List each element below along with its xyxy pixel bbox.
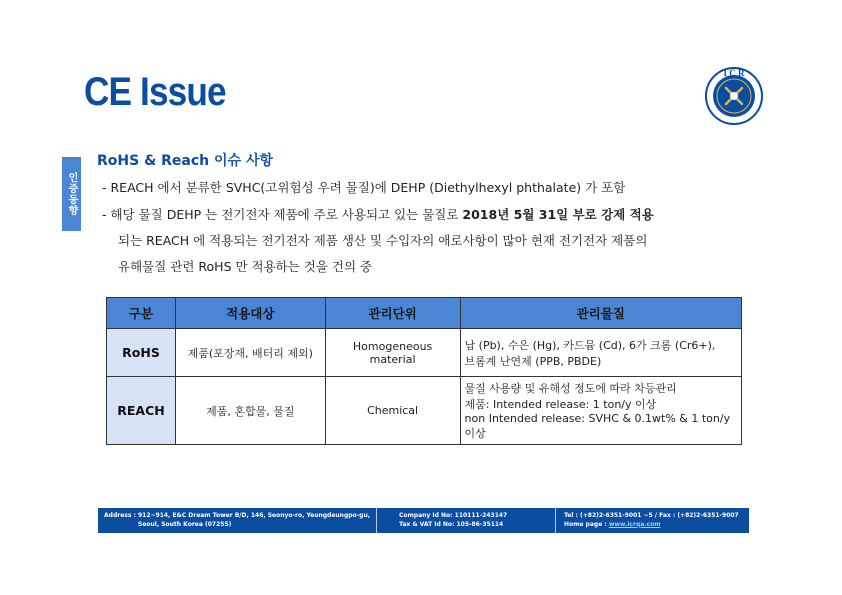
bullet-2-cont-2: 유해물질 관련 RoHS 만 적용하는 것을 건의 중 [118, 259, 373, 274]
bullet-2 [102, 205, 654, 223]
row-substances [460, 377, 741, 445]
row-target: 제품(포장재, 배터리 제외) [175, 329, 325, 377]
header-substances: 관리물질 [460, 298, 741, 329]
row-type: RoHS [107, 329, 176, 377]
row-type: REACH [107, 377, 176, 445]
substance-line: 제품: Intended release: 1 ton/y 이상 [464, 398, 657, 411]
row-target: 제품, 혼합물, 물질 [175, 377, 325, 445]
footer-address: Address : 912~914, E&C Dream Tower B/D, 146, Seonyo-ro, Yeongdeungpo-gu, Seoul, South Korea (07255) [104, 512, 370, 528]
footer-contact: Tel : (+82)2-6351-9001 ~5 / Fax : (+82)2-6351-9007 Home page : www.icrqa.com [564, 512, 739, 528]
header-unit: 관리단위 [325, 298, 460, 329]
footer-bar [98, 508, 749, 533]
page-title: CE Issue [84, 70, 226, 114]
footer-divider [376, 508, 377, 533]
footer-company: Company Id No: 110111-243147 Tax & VAT Id No: 105-86-35114 [399, 512, 508, 528]
header-category: 구분 [107, 298, 176, 329]
section-heading: RoHS & Reach 이슈 사항 [97, 153, 273, 169]
header-target: 적용대상 [175, 298, 325, 329]
bullet-2-cont-1: 되는 REACH 에 적용되는 전기전자 제품 생산 및 수입자의 애로사항이 많아 현재 전기전자 제품의 [118, 233, 648, 248]
bullet-1: - REACH 에서 분류한 SVHC(고위험성 우려 물질)에 DEHP (Diethylhexyl phthalate) 가 포함 [102, 180, 626, 195]
side-tab: 인증동향 [62, 157, 81, 231]
substance-line: 물질 사용량 및 유해성 정도에 따라 차등관리 [464, 382, 677, 395]
footer-divider [555, 508, 556, 533]
row-substances [460, 329, 741, 377]
table-row [107, 377, 742, 445]
substance-line: non Intended release: SVHC & 0.1wt% & 1 ton/y [464, 412, 731, 425]
regulation-table [106, 297, 742, 445]
row-unit: Chemical [325, 377, 460, 445]
bullet-2-bold: 2018년 5월 31일 부로 강제 적용 [462, 207, 654, 222]
row-unit: Homogeneous material [325, 329, 460, 377]
substance-line: 브롬계 난연제 (PPB, PBDE) [464, 354, 602, 368]
substance-line: 납 (Pb), 수은 (Hg), 카드뮴 (Cd), 6가 크롬 (Cr6+), [464, 338, 716, 352]
substance-line: 이상 [464, 427, 486, 440]
icr-seal-logo-icon [704, 66, 764, 126]
logo-text: I C R [723, 68, 745, 78]
table-header-row [107, 298, 742, 329]
table-row [107, 329, 742, 377]
bullet-2-text: - 해당 물질 DEHP 는 전기전자 제품에 주로 사용되고 있는 물질로 [102, 207, 463, 222]
homepage-link[interactable]: www.icrqa.com [608, 520, 661, 528]
